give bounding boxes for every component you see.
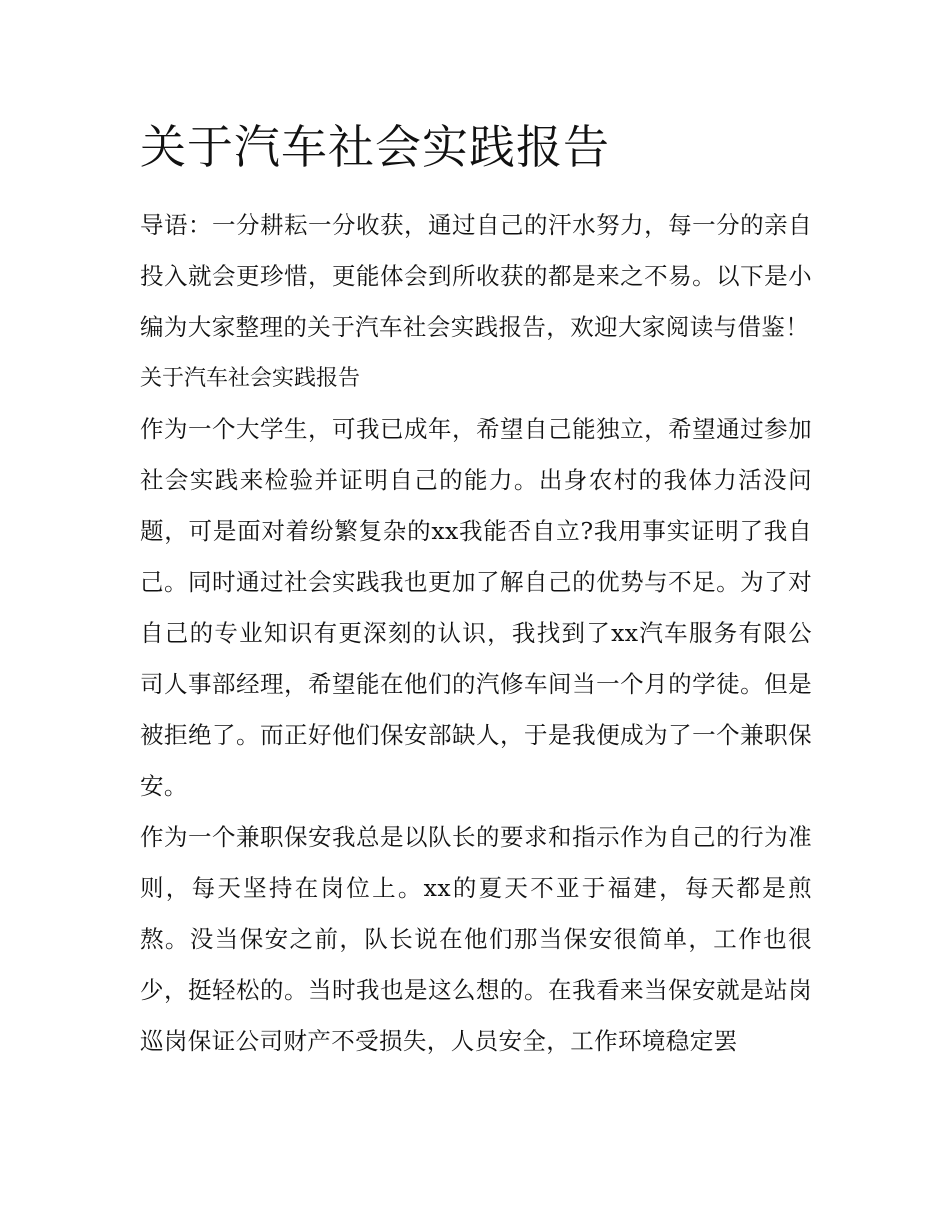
section-subtitle: 关于汽车社会实践报告	[140, 366, 361, 391]
body-paragraph-1: 作为一个大学生，可我已成年，希望自己能独立，希望通过参加社会实践来检验并证明自己的能力。出身农村的我体力活没问题，可是面对着纷繁复杂的xx我能否自立?我用事实证明了我自己。同时通过社会实践我也更加了解自己的优势与不足。为了对自己的专业知识有更深刻的认识，我找到了xx汽车服务有限公司人事部经理，希望能在他们的汽修车间当一个月的学徒。但是被拒绝了。而正好他们保安部缺人，于是我便成为了一个兼职保安。	[140, 415, 812, 800]
document-title: 关于汽车社会实践报告	[140, 120, 610, 174]
intro-paragraph: 导语：一分耕耘一分收获，通过自己的汗水努力，每一分的亲自投入就会更珍惜，更能体会到所收获的都是来之不易。以下是小编为大家整理的关于汽车社会实践报告，欢迎大家阅读与借鉴！	[140, 211, 812, 341]
body-paragraph-2: 作为一个兼职保安我总是以队长的要求和指示作为自己的行为准则，每天坚持在岗位上。xx的夏天不亚于福建，每天都是煎熬。没当保安之前，队长说在他们那当保安很简单，工作也很少，挺轻松的。当时我也是这么想的。在我看来当保安就是站岗巡岗保证公司财产不受损失，人员安全，工作环境稳定罢	[140, 823, 812, 1055]
document-body	[140, 112, 812, 1067]
